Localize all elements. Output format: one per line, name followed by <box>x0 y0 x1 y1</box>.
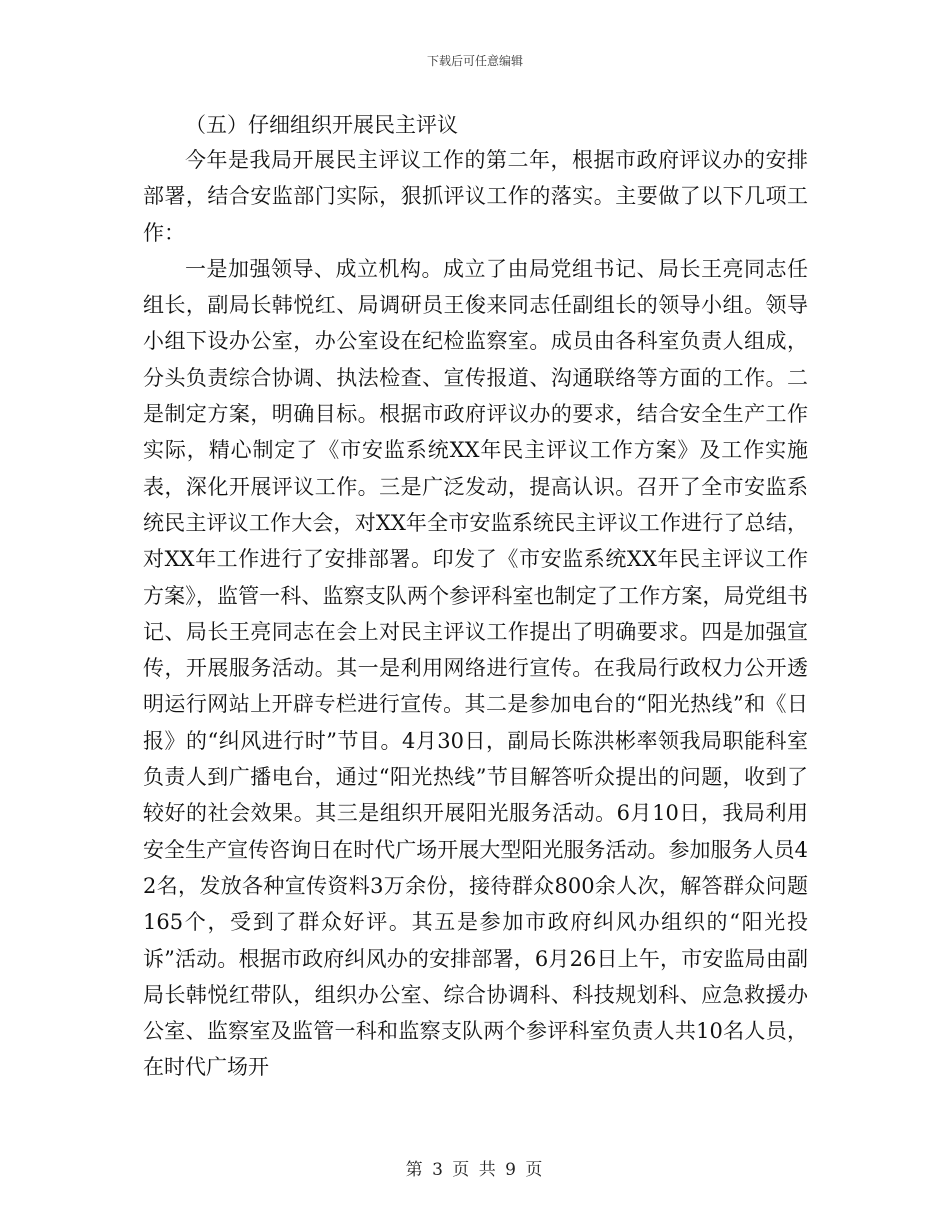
page-header-note: 下载后可任意编辑 <box>426 54 523 68</box>
section-heading: （五）仔细组织开展民主评议 <box>185 113 458 137</box>
document-body <box>143 108 808 1086</box>
paragraph-main: 一是加强领导、成立机构。成立了由局党组书记、局长王亮同志任组长，副局长韩悦红、局调研员王俊来同志任副组长的领导小组。领导小组下设办公室，办公室设在纪检监察室。成员由各科室负责人组成，分头负责综合协调、执法检查、宣传报道、沟通联络等方面的工作。二是制定方案，明确目标。根据市政府评议办的要求，结合安全生产工作实际，精心制定了《市安监系统XX年民主评议工作方案》及工作实施表，深化开展评议工作。三是广泛发动，提高认识。召开了全市安监系统民主评议工作大会，对XX年全市安监系统民主评议工作进行了总结，对XX年工作进行了安排部署。印发了《市安监系统XX年民主评议工作方案》，监管一科、监察支队两个参评科室也制定了工作方案，局党组书记、局长王亮同志在会上对民主评议工作提出了明确要求。四是加强宣传，开展服务活动。其一是利用网络进行宣传。在我局行政权力公开透明运行网站上开辟专栏进行宣传。其二是参加电台的“阳光热线”和《日报》的“纠风进行时”节目。4月30日，副局长陈洪彬率领我局职能科室负责人到广播电台，通过“阳光热线”节目解答听众提出的问题，收到了较好的社会效果。其三是组织开展阳光服务活动。6月10日，我局利用安全生产宣传咨询日在时代广场开展大型阳光服务活动。参加服务人员42名，发放各种宣传资料3万余份，接待群众800余人次，解答群众问题165个，受到了群众好评。其五是参加市政府纠风办组织的“阳光投诉”活动。根据市政府纠风办的安排部署，6月26日上午，市安监局由副局长韩悦红带队，组织办公室、综合协调科、科技规划科、应急救援办公室、监察室及监管一科和监察支队两个参评科室负责人共10名人员，在时代广场开 <box>143 256 808 1080</box>
paragraph-intro: 今年是我局开展民主评议工作的第二年，根据市政府评议办的安排部署，结合安监部门实际，狠抓评议工作的落实。主要做了以下几项工作： <box>143 148 808 245</box>
page-footer-indicator: 第 3 页 共 9 页 <box>405 1160 545 1180</box>
